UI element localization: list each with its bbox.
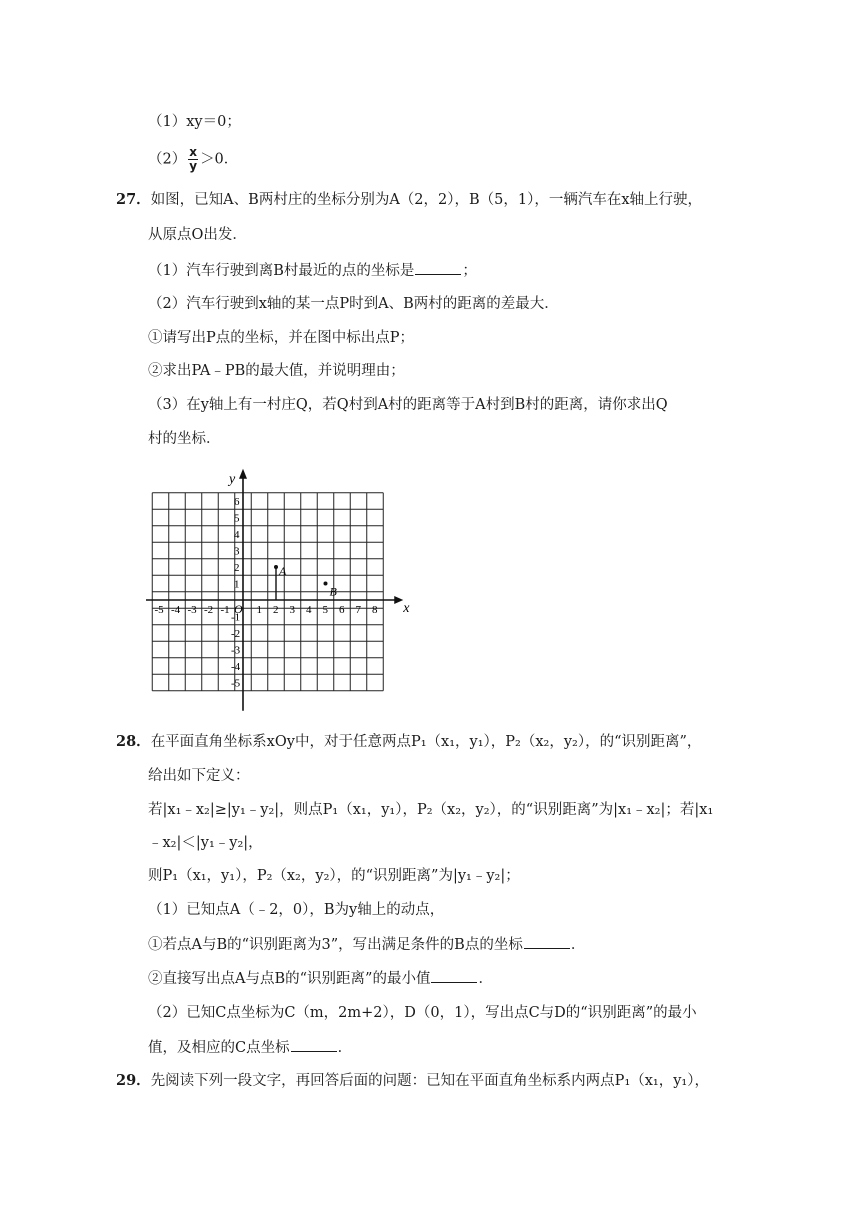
x-axis-label: x xyxy=(403,601,410,616)
point-a xyxy=(274,565,278,569)
q27-part-1 xyxy=(148,260,477,281)
point-b xyxy=(324,582,328,586)
coordinate-grid-figure xyxy=(146,460,426,722)
q28-part-2-line-2 xyxy=(148,1037,352,1058)
tick-labels xyxy=(155,496,379,690)
q26-item-1: （1）xy＝0； xyxy=(148,114,241,130)
q26-item-2-prefix: （2） xyxy=(148,151,187,168)
q28-stem-line-2: 给出如下定义： xyxy=(148,768,250,784)
q26-item-2 xyxy=(148,146,238,173)
y-tick-label: 3 xyxy=(234,545,240,558)
q28-part-1a-text: ①若点A与B的“识别距离为3”，写出满足条件的B点的坐标 xyxy=(148,937,523,953)
q28-part-2-text: 值，及相应的C点坐标 xyxy=(148,1040,290,1056)
y-tick-label: -2 xyxy=(231,628,241,640)
q28-part-2-blank xyxy=(291,1037,337,1052)
y-tick-label: -3 xyxy=(231,644,241,657)
x-tick-label: 1 xyxy=(256,604,262,616)
q28-part-1: （1）已知点A（﹣2，0），B为y轴上的动点， xyxy=(148,902,445,918)
q28-definition-3: 则P₁（x₁，y₁），P₂（x₂，y₂），的“识别距离”为|y₁﹣y₂|； xyxy=(148,868,520,884)
q28-part-2-end: ． xyxy=(337,1040,353,1056)
x-tick-label: 8 xyxy=(372,604,378,616)
grid-lines xyxy=(152,493,383,691)
q27-stem-text: 如图，已知A、B两村庄的坐标分别为A（2，2），B（5，1），一辆汽车在x轴上行驶， xyxy=(150,192,703,208)
y-tick-label: -5 xyxy=(231,677,241,690)
q27-stem-line-2: 从原点O出发． xyxy=(148,227,247,243)
q28-stem-text: 在平面直角坐标系xOy中，对于任意两点P₁（x₁，y₁），P₂（x₂，y₂），的“识别距离”， xyxy=(150,734,702,750)
x-tick-label: 2 xyxy=(273,604,279,616)
q27-part-2b: ②求出PA﹣PB的最大值，并说明理由； xyxy=(148,363,405,379)
q28-definition-1: 若|x₁﹣x₂|≥|y₁﹣y₂|，则点P₁（x₁，y₁），P₂（x₂，y₂），的“识别距离”为|x₁﹣x₂|；若|x₁ xyxy=(148,802,714,818)
q28-definition-2: ﹣x₂|＜|y₁﹣y₂|， xyxy=(148,835,263,851)
q28-part-1b-end: ． xyxy=(478,971,493,987)
origin-label: O xyxy=(234,602,243,616)
y-tick-label: 4 xyxy=(234,529,240,541)
x-tick-label: 4 xyxy=(306,604,312,616)
q27-stem-line-1 xyxy=(116,190,702,210)
q29-stem-text: 先阅读下列一段文字，再回答后面的问题：已知在平面直角坐标系内两点P₁（x₁，y₁）， xyxy=(150,1073,709,1089)
q27-part-1-end: ； xyxy=(462,263,477,279)
y-tick-label: 5 xyxy=(234,512,240,525)
x-tick-label: -1 xyxy=(220,604,230,616)
q27-part-3-line-2: 村的坐标． xyxy=(148,431,221,447)
x-tick-label: 5 xyxy=(322,604,328,616)
y-axis-arrow xyxy=(239,469,247,479)
point-a-label: A xyxy=(279,564,287,578)
q28-part-2-line-1: （2）已知C点坐标为C（m，2m+2），D（0，1），写出点C与D的“识别距离”的最小 xyxy=(148,1005,697,1021)
x-tick-label: 3 xyxy=(289,604,295,616)
q28-part-1b-text: ②直接写出点A与点B的“识别距离”的最小值 xyxy=(148,971,431,987)
q27-number: 27． xyxy=(116,191,151,208)
x-tick-label: -3 xyxy=(187,604,197,616)
q28-number: 28． xyxy=(116,733,151,750)
point-b-label: B xyxy=(329,584,337,599)
q26-fraction-denominator: y xyxy=(189,159,198,173)
q28-stem-line-1 xyxy=(116,732,701,752)
q27-part-2: （2）汽车行驶到x轴的某一点P时到A、B两村的距离的差最大． xyxy=(148,296,559,312)
q28-part-1a-end: ． xyxy=(570,937,586,953)
y-axis-label: y xyxy=(229,471,236,487)
q26-fraction xyxy=(188,146,198,173)
x-tick-label: -5 xyxy=(154,604,164,616)
y-tick-label: 1 xyxy=(234,578,240,591)
x-tick-label: 7 xyxy=(355,604,361,616)
y-tick-label: -1 xyxy=(231,611,241,624)
q28-part-1b xyxy=(148,968,493,989)
x-axis-arrow xyxy=(394,596,403,604)
q29-stem-line-1 xyxy=(116,1071,709,1091)
q27-part-1-text: （1）汽车行驶到离B村最近的点的坐标是 xyxy=(148,263,415,279)
q26-fraction-numerator: x xyxy=(189,145,198,159)
q28-part-1b-blank xyxy=(431,968,477,983)
x-tick-label: -2 xyxy=(204,604,214,616)
q28-part-1a-blank xyxy=(524,934,570,949)
q27-part-2a: ①请写出P点的坐标，并在图中标出点P； xyxy=(148,330,415,346)
x-tick-label: -4 xyxy=(171,604,181,616)
y-tick-label: 2 xyxy=(234,562,240,574)
y-tick-label: -4 xyxy=(231,661,241,673)
x-tick-label: 6 xyxy=(339,604,345,616)
y-tick-label: 6 xyxy=(234,496,240,508)
points xyxy=(274,564,338,600)
q29-number: 29． xyxy=(116,1072,151,1089)
q27-part-3-line-1: （3）在y轴上有一村庄Q，若Q村到A村的距离等于A村到B村的距离，请你求出Q xyxy=(148,397,668,413)
q28-part-1a xyxy=(148,934,585,955)
q26-item-2-suffix: ＞0． xyxy=(200,151,239,168)
q27-part-1-blank xyxy=(415,260,461,275)
